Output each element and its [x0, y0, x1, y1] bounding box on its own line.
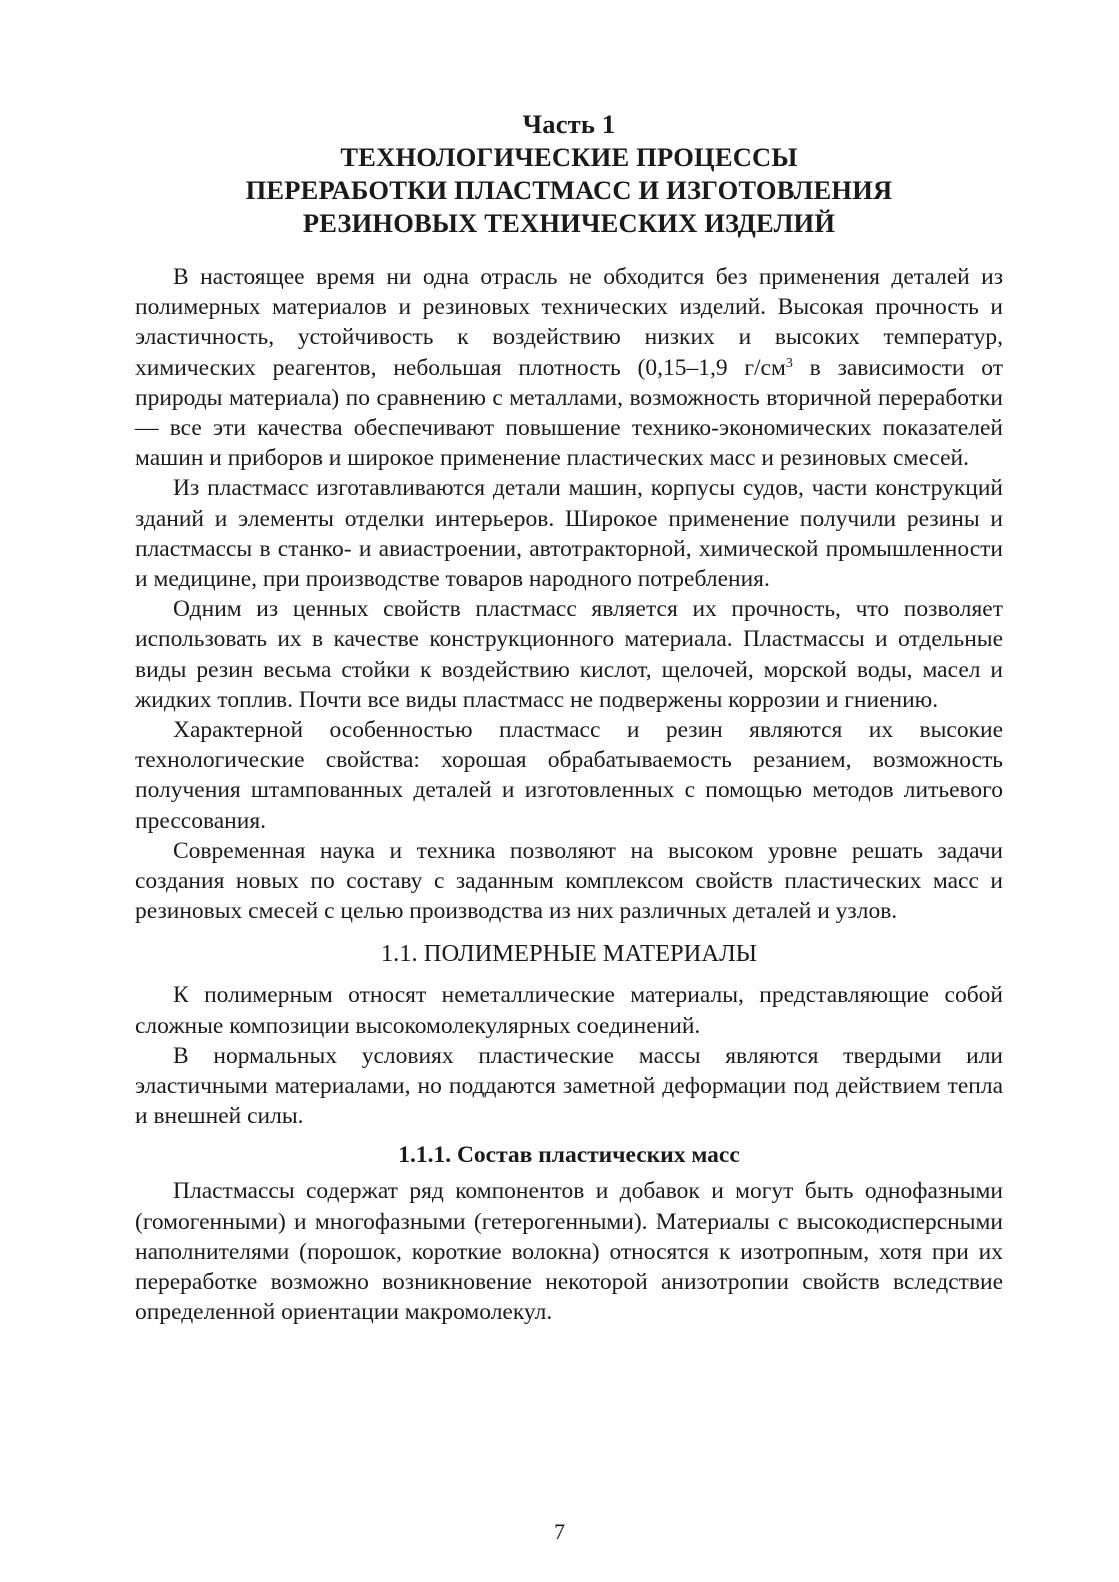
intro-paragraph-4: Характерной особенностью пластмасс и резин являются их высокие технологические свойства: хорошая обрабатываемость резанием, возможность получения штампованных деталей и изготовленных с помощью методов литьевого прессования. — [135, 717, 1003, 834]
intro-section — [135, 262, 1003, 926]
part-heading — [135, 108, 1003, 240]
page-content — [135, 108, 1003, 1328]
superscript-3: 3 — [785, 355, 793, 371]
intro-paragraph-2: Из пластмасс изготавливаются детали машин, корпусы судов, части конструкций зданий и элементы отделки интерьеров. Широкое применение получили резины и пластмассы в станко- и авиастроении, автотракторной, химической промышленности и медицине, при производстве товаров народного потребления. — [135, 475, 1003, 593]
page-number: 7 — [554, 1519, 565, 1544]
intro-paragraph-1-part-a: В настоящее время ни одна отрасль не обходится без применения деталей из полимерных материалов и резиновых технических изделий. Высокая прочность и эластичность, устойчивость к воздействию низких и высоких температур, химических реагентов, небольшая плотность (0,15–1,9 г/см — [135, 264, 1003, 381]
section-1-1-paragraph-1: К полимерным относят неметаллические материалы, представляющие собой сложные композиции высокомолекулярных соединений. — [135, 982, 1003, 1039]
section-title-1-1-1: 1.1.1. Состав пластических масс — [398, 1142, 740, 1169]
part-number: Часть 1 — [522, 109, 616, 139]
intro-paragraph-3: Одним из ценных свойств пластмасс является их прочность, что позволяет использовать их в качестве конструкционного материала. Пластмассы и отдельные виды резин весьма стойки к воздействию кислот, щелочей, морской воды, масел и жидких топлив. Почти все виды пластмасс не подвержены коррозии и гниению. — [135, 596, 1003, 713]
intro-paragraph-5: Современная наука и техника позволяют на высоком уровне решать задачи создания новых по составу с заданным комплексом свойств пластических масс и резиновых смесей с целью производства из них различных деталей и узлов. — [135, 837, 1003, 925]
intro-paragraph-1-part-b: в зависимости от природы материала) по сравнению с металлами, возможность вторичной переработки — все эти качества обеспечивают повышение технико-экономических показателей машин и приборов и широкое применение пластических масс и резиновых смесей. — [135, 354, 1003, 472]
intro-paragraph-1 — [135, 262, 1003, 473]
part-title-line-3: РЕЗИНОВЫХ ТЕХНИЧЕСКИХ ИЗДЕЛИЙ — [302, 208, 836, 238]
part-title-line-2: ПЕРЕРАБОТКИ ПЛАСТМАСС И ИЗГОТОВЛЕНИЯ — [245, 175, 893, 205]
part-title-line-1: ТЕХНОЛОГИЧЕСКИЕ ПРОЦЕССЫ — [340, 142, 798, 172]
section-1-1-paragraph-2: В нормальных условиях пластические массы являются твердыми или эластичными материалами, но поддаются заметной деформации под действием тепла и внешней силы. — [135, 1042, 1003, 1130]
section-title-1-1: 1.1. ПОЛИМЕРНЫЕ МАТЕРИАЛЫ — [380, 940, 758, 968]
section-1-1-1-paragraph-1: Пластмассы содержат ряд компонентов и добавок и могут быть однофазными (гомогенными) и многофазными (гетерогенными). Материалы с высокодисперсными наполнителями (порошок, короткие волокна) относятся к изотропным, хотя при их переработке возможно возникновение некоторой анизотропии свойств вследствие определенной ориентации макромолекул. — [135, 1178, 1003, 1326]
